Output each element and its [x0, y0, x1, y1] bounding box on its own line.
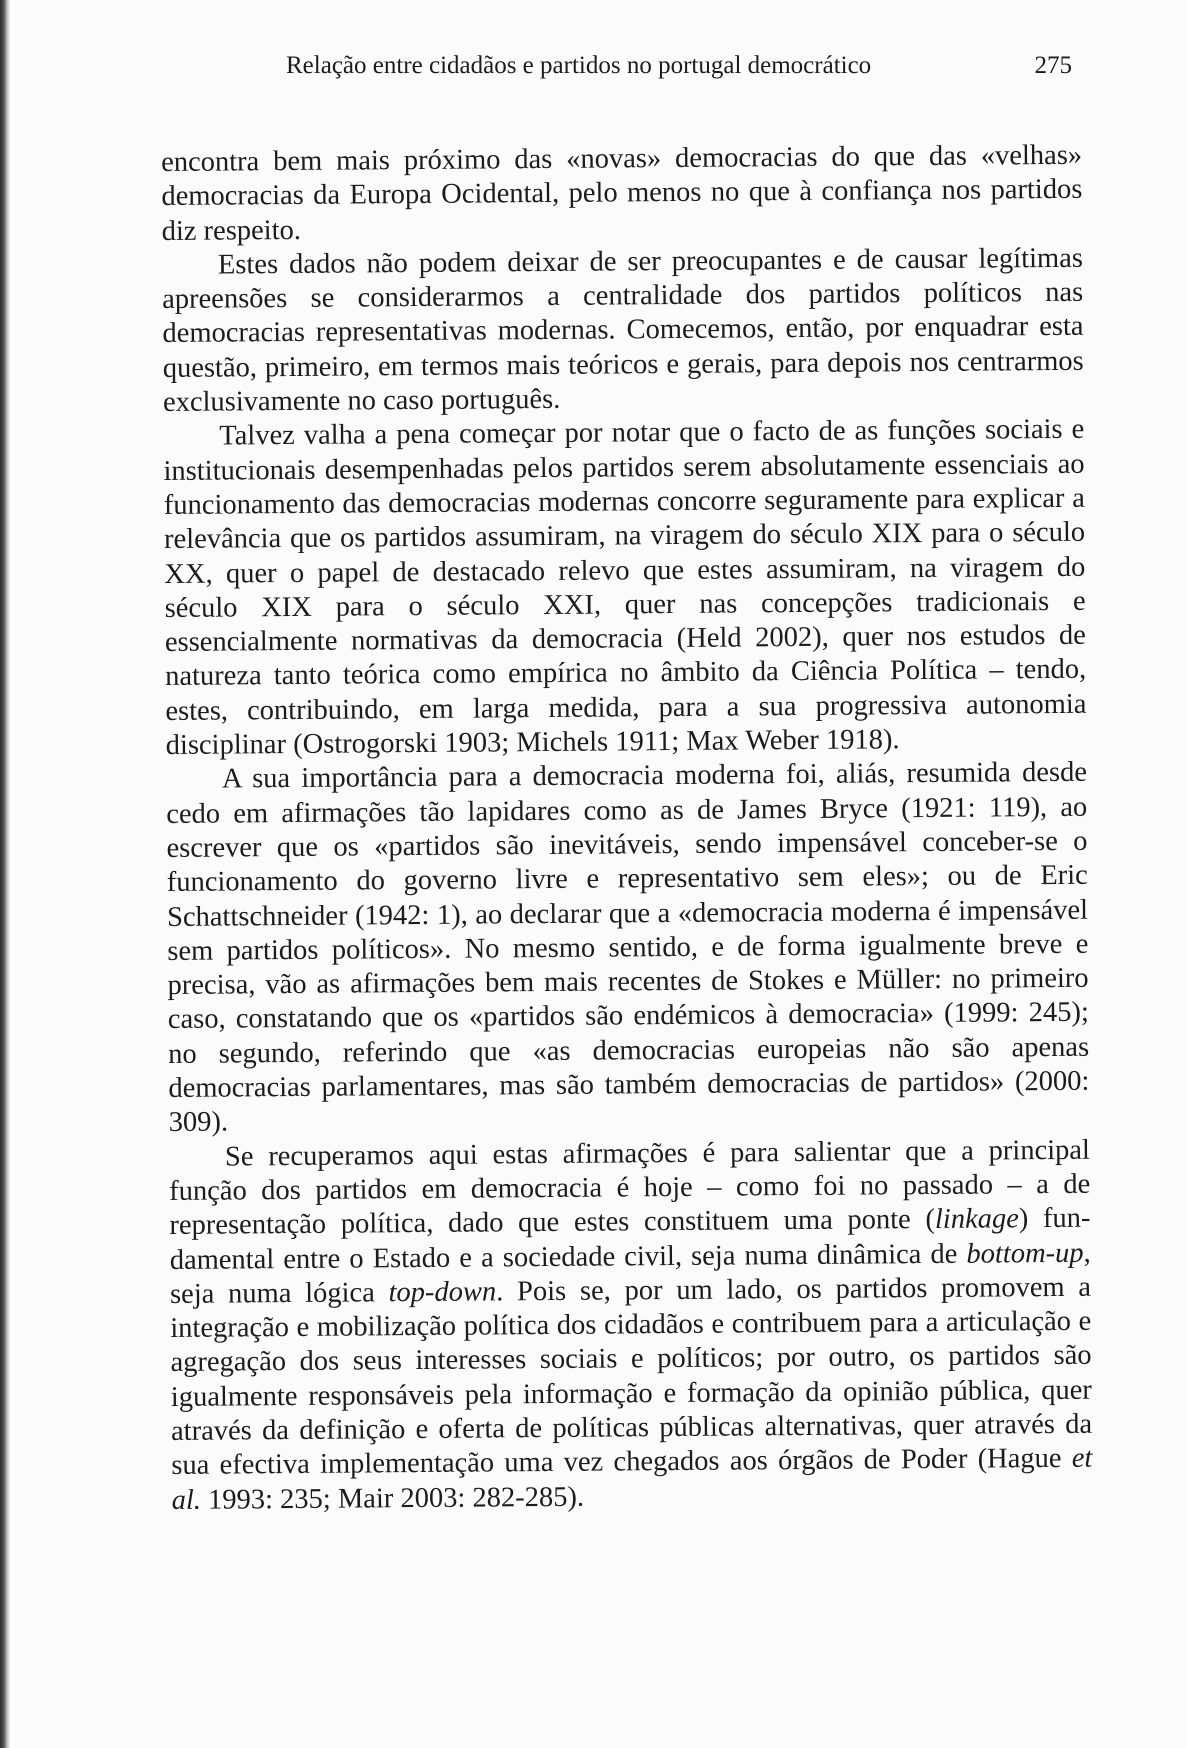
running-head	[286, 46, 1072, 86]
text-run: , seja numa lógica	[169, 1237, 1091, 1310]
page-number: 275	[1034, 52, 1072, 79]
italic-term: bottom-up	[966, 1237, 1084, 1270]
italic-term: top-down	[388, 1276, 497, 1309]
body-text	[161, 139, 1093, 1518]
italic-term: et al.	[171, 1443, 1093, 1516]
running-title: Relação entre cidadãos e partidos no portugal democrático	[286, 52, 872, 79]
text-run: ) fundamental entre o Estado e a sociedade civil, seja numa dinâmica de	[169, 1202, 1091, 1276]
text-run: . Pois se, por um lado, os partidos promovem a integração e mobilização política dos cidadãos e contribuem para a articulação e agregação dos seus interesses sociais e políticos; por outro, os partidos são igualmente responsáveis pela informação e formação da opinião pública, quer através da definição e oferta de políticas públicas alternativas, quer através da sua efectiva implementação uma vez chegados aos órgãos de Poder (Hague	[170, 1271, 1093, 1482]
paragraph-continuation: encontra bem mais próximo das «novas» democracias do que das «velhas» democracias da Europa Ocidental, pelo menos no que à confiança nos partidos diz respeito.	[161, 139, 1083, 247]
italic-term: linkage	[934, 1203, 1019, 1236]
paragraph	[169, 1133, 1093, 1517]
paragraph: Estes dados não podem deixar de ser preocupantes e de causar legítimas apreensões se considerarmos a centralidade dos partidos políticos nas democracias representativas modernas. Comecemos, então, por enquadrar esta questão, primeiro, em termos mais teóricos e gerais, para depois nos centrarmos exclusivamente no caso português.	[162, 242, 1084, 419]
paragraph: A sua importância para a democracia moderna foi, aliás, resumida desde cedo em afirmações tão lapidares como as de James Bryce (1921: 119), ao escrever que os «partidos são inevitáveis, sendo impensável conceber-se o funcionamento do governo livre e representativo sem eles»; ou de Eric Schattschneider (1942: 1), ao declarar que a «democracia moderna é impensável sem partidos políticos». No mesmo sentido, e de forma igualmente breve e precisa, vão as afirmações bem mais recentes de Stokes e Müller: no primeiro caso, constatando que os «partidos são endémicos à democracia» (1999: 245); no segundo, referindo que «as democracias europeias não são apenas democracias parlamentares, mas são também democracias de partidos» (2000: 309).	[166, 757, 1090, 1139]
book-spine-edge	[0, 0, 10, 1748]
text-run: Se recuperamos aqui estas afirmações é para salientar que a principal função dos partidos em democracia é hoje – como foi no passado – a de representação política, dado que estes constituem uma ponte (	[169, 1134, 1091, 1242]
text-run: 1993: 235; Mair 2003: 282-285).	[200, 1481, 585, 1516]
paragraph: Talvez valha a pena começar por notar que o facto de as funções sociais e institucionais desempenhadas pelos partidos serem absolutamente essenciais ao funcionamento das democracias modernas concorre seguramente para explicar a relevância que os partidos assumiram, na viragem do século XIX para o século XX, quer o papel de destacado relevo que estes assumiram, na viragem do século XIX para o século XXI, quer nas concepções tradicionais e essencialmente normativas da democracia (Held 2002), quer nos estudos de natureza tanto teórica como empírica no âmbito da Ciência Política – tendo, estes, contribuindo, em larga medida, para a sua progressiva autonomia disciplinar (Ostrogorski 1903; Michels 1911; Max Weber 1918).	[163, 414, 1087, 762]
book-page	[10, 0, 1187, 1748]
